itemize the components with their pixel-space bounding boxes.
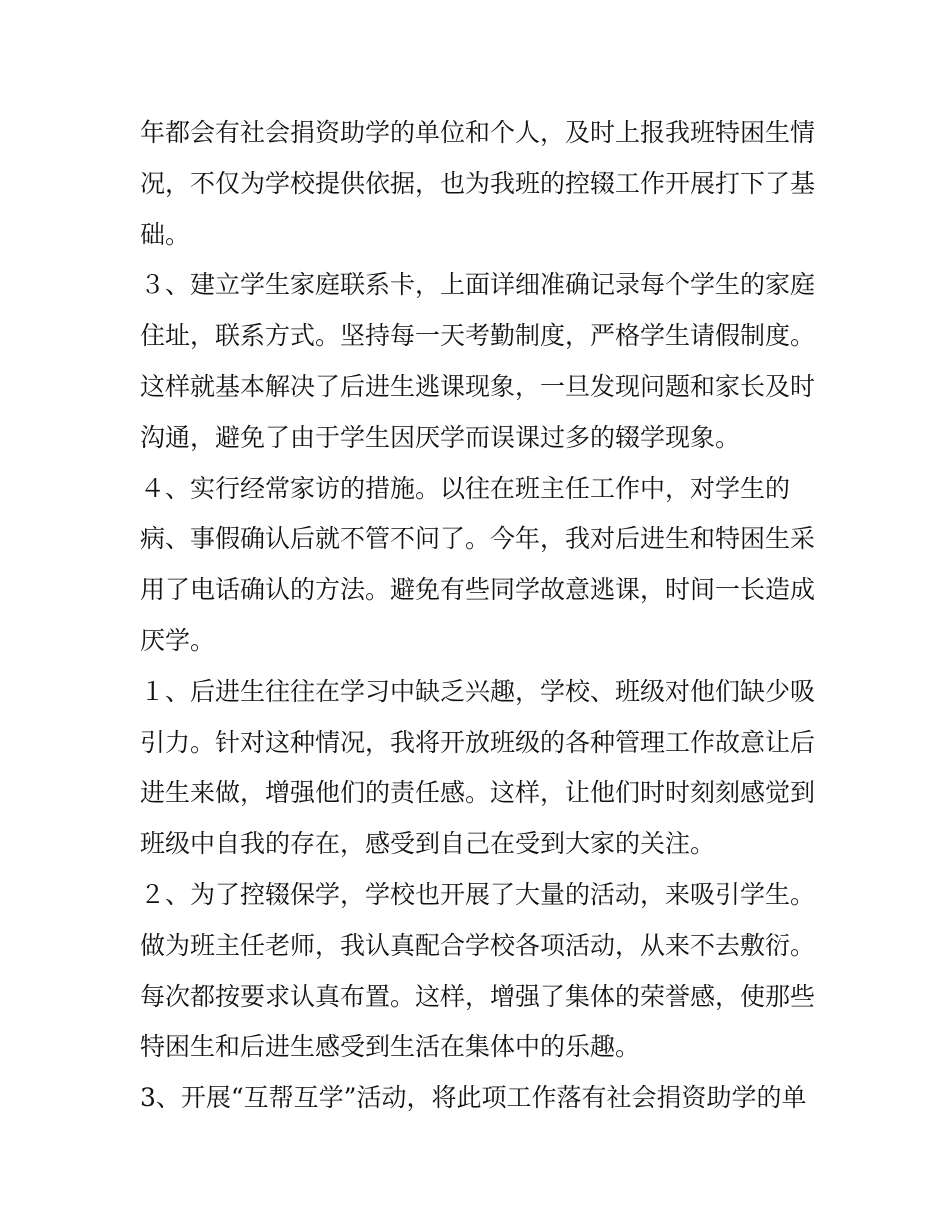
- text-line: 础。: [140, 219, 191, 249]
- text-line: ２、为了控辍保学，学校也开展了大量的活动，来吸引学生。: [140, 879, 816, 909]
- text-line: 厌学。: [140, 625, 216, 655]
- text-line: 特困生和后进生感受到生活在集体中的乐趣。: [140, 1032, 641, 1062]
- text-line: 用了电话确认的方法。避免有些同学故意逃课，时间一长造成: [140, 575, 816, 605]
- text-line: 3、开展“互帮互学”活动，将此项工作落有社会捐资助学的单: [140, 1083, 807, 1113]
- text-line: 病、事假确认后就不管不问了。今年，我对后进生和特困生采: [140, 524, 816, 554]
- text-line: 班级中自我的存在，感受到自己在受到大家的关注。: [140, 829, 716, 859]
- text-line: 这样就基本解决了后进生逃课现象，一旦发现问题和家长及时: [140, 371, 816, 401]
- text-line: 年都会有社会捐资助学的单位和个人，及时上报我班特困生情: [140, 118, 816, 147]
- text-line: 进生来做，增强他们的责任感。这样，让他们时时刻刻感觉到: [140, 778, 816, 808]
- text-line: 每次都按要求认真布置。这样，增强了集体的荣誉感，使那些: [140, 981, 816, 1011]
- document-body: [140, 108, 830, 1124]
- text-line: 沟通，避免了由于学生因厌学而误课过多的辍学现象。: [140, 422, 741, 452]
- text-line: １、后进生往往在学习中缺乏兴趣，学校、班级对他们缺少吸: [140, 676, 816, 706]
- text-line: 住址，联系方式。坚持每一天考勤制度，严格学生请假制度。: [140, 321, 816, 351]
- text-line: ３、建立学生家庭联系卡，上面详细准确记录每个学生的家庭: [140, 270, 816, 300]
- text-line: 况，不仅为学校提供依据，也为我班的控辍工作开展打下了基: [140, 168, 816, 198]
- text-line: ４、实行经常家访的措施。以往在班主任工作中，对学生的: [140, 473, 791, 503]
- text-line: 做为班主任老师，我认真配合学校各项活动，从来不去敷衍。: [140, 930, 816, 960]
- text-line: 引力。针对这种情况，我将开放班级的各种管理工作故意让后: [140, 727, 816, 757]
